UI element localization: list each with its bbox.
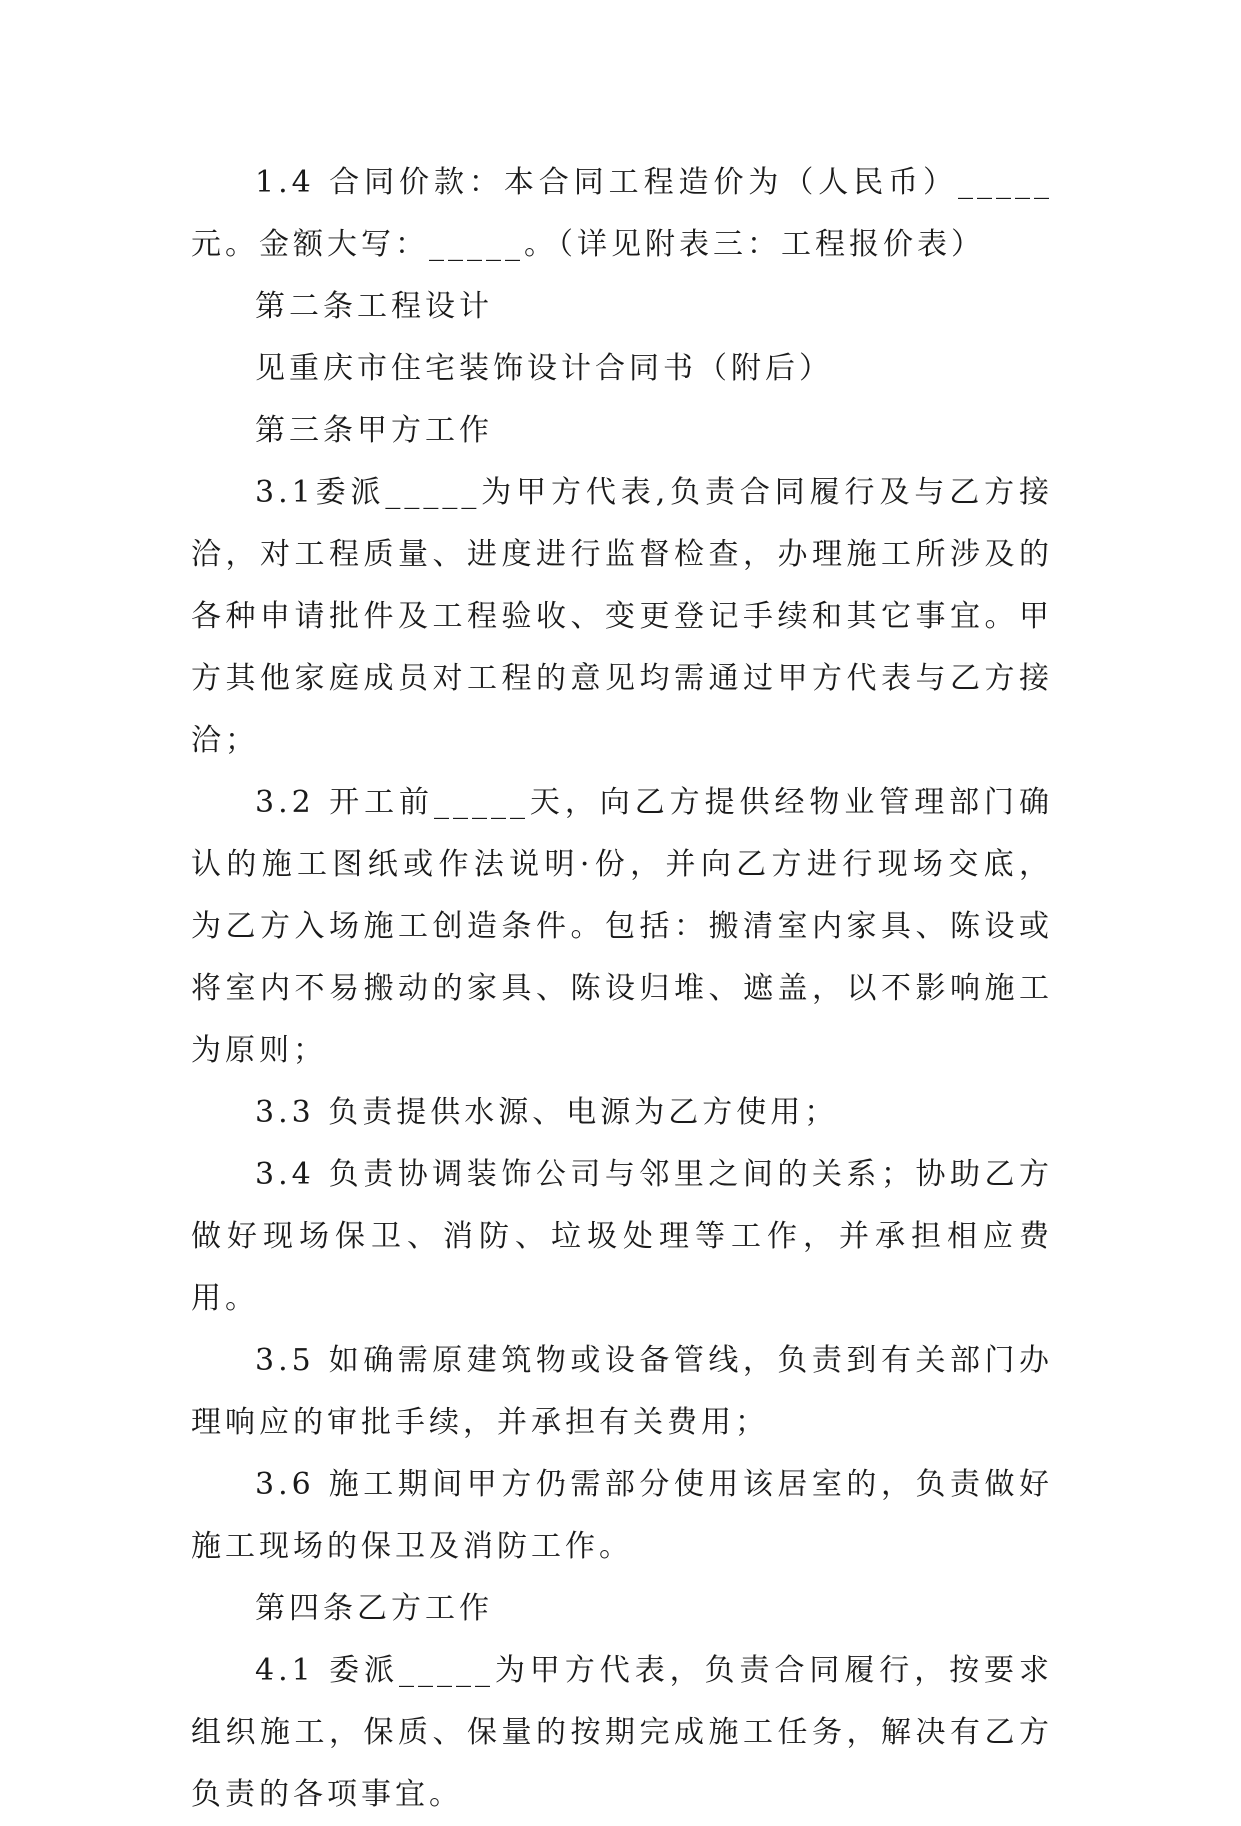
clause-3-3: 3.3 负责提供水源、电源为乙方使用；	[255, 1095, 839, 1130]
article-4-heading: 第四条乙方工作	[255, 1591, 493, 1626]
document-body	[191, 152, 1053, 1826]
article-2-heading: 第二条工程设计	[255, 289, 493, 324]
clause-3-6: 3.6 施工期间甲方仍需部分使用该居室的，负责做好施工现场的保卫及消防工作。	[191, 1467, 1053, 1564]
clause-3-5: 3.5 如确需原建筑物或设备管线，负责到有关部门办理响应的审批手续，并承担有关费用；	[191, 1343, 1053, 1440]
clause-3-4: 3.4 负责协调装饰公司与邻里之间的关系；协助乙方做好现场保卫、消防、垃圾处理等工作，并承担相应费用。	[191, 1157, 1053, 1316]
clause-4-1: 4.1 委派_____为甲方代表，负责合同履行，按要求组织施工，保质、保量的按期完成施工任务，解决有乙方负责的各项事宜。	[191, 1653, 1053, 1812]
clause-3-2: 3.2 开工前_____天，向乙方提供经物业管理部门确认的施工图纸或作法说明·份，并向乙方进行现场交底，为乙方入场施工创造条件。包括：搬清室内家具、陈设或将室内不易搬动的家具、陈设归堆、遮盖，以不影响施工为原则；	[191, 785, 1053, 1068]
clause-3-1: 3.1委派_____为甲方代表,负责合同履行及与乙方接洽，对工程质量、进度进行监督检查，办理施工所涉及的各种申请批件及工程验收、变更登记手续和其它事宜。甲方其他家庭成员对工程的意见均需通过甲方代表与乙方接洽；	[191, 475, 1053, 758]
clause-1-4-contract-price: 1.4 合同价款：本合同工程造价为（人民币）_____元。金额大写：_____。（详见附表三：工程报价表）	[191, 165, 1053, 262]
design-contract-reference: 见重庆市住宅装饰设计合同书（附后）	[255, 351, 833, 386]
article-3-heading: 第三条甲方工作	[255, 413, 493, 448]
